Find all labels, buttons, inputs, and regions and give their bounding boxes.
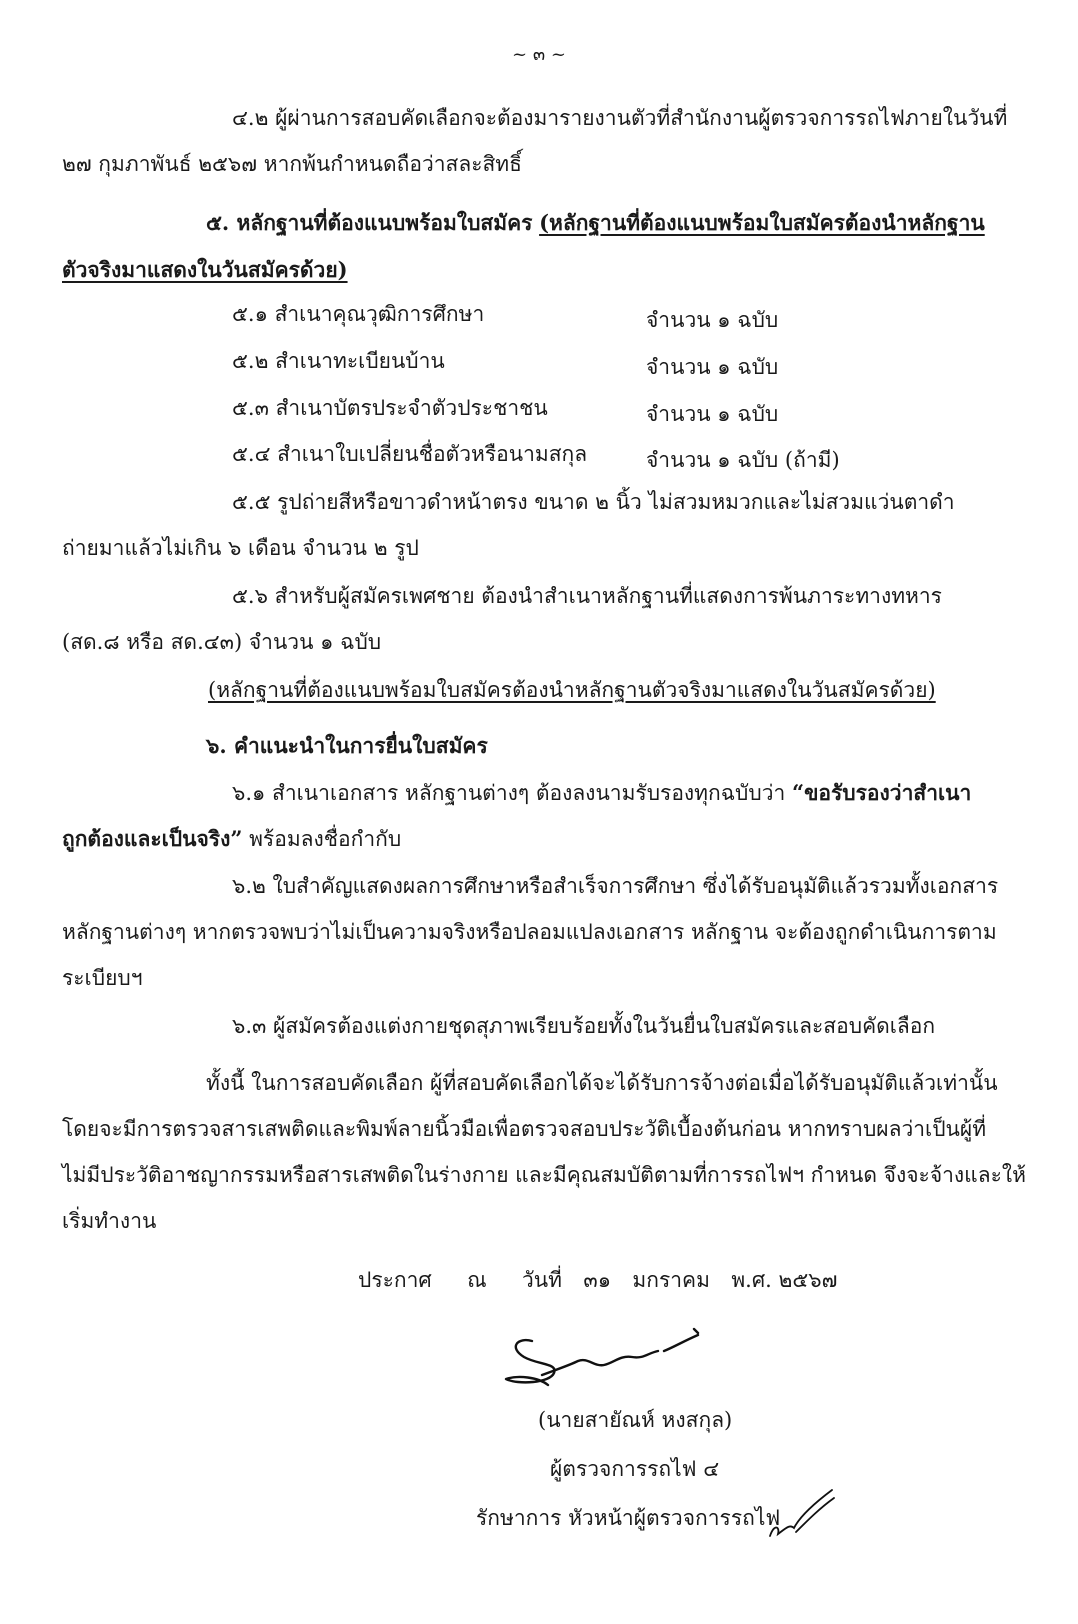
section-5-6-line-2: (สด.๘ หรือ สด.๔๓) จำนวน ๑ ฉบับ [62,630,382,654]
section-6-2-line-2: หลักฐานต่างๆ หากตรวจพบว่าไม่เป็นความจริงหรือปลอมแปลงเอกสาร หลักฐาน จะต้องถูกดำเนินการตาม [62,920,997,944]
item-quantity: จำนวน ๑ ฉบับ (ถ้ามี) [646,448,840,472]
section-6-1-text: ๖.๑ สำเนาเอกสาร หลักฐานต่างๆ ต้องลงนามรับรองทุกฉบับว่า [232,781,786,805]
section-5-heading-line [206,212,985,234]
item-quantity: จำนวน ๑ ฉบับ [646,308,779,332]
item-label: ๕.๒ สำเนาทะเบียนบ้าน [232,349,445,373]
list-item [232,351,445,372]
signature-image [498,1325,718,1405]
closing-line-2: โดยจะมีการตรวจสารเสพติดและพิมพ์ลายนิ้วมือเพื่อตรวจสอบประวัติเบื้องต้นก่อน หากทราบผลว่าเป็นผู้ที่ [62,1117,987,1141]
closing-line-4: เริ่มทำงาน [62,1209,157,1233]
list-item [232,304,484,325]
section-6-2-line-3: ระเบียบฯ [62,966,143,990]
item-label: ๕.๑ สำเนาคุณวุฒิการศึกษา [232,302,485,326]
section-4-2-line-1 [232,106,1008,130]
section-6-2-line-1: ๖.๒ ใบสำคัญแสดงผลการศึกษาหรือสำเร็จการศึกษา ซึ่งได้รับอนุมัติแล้วรวมทั้งเอกสาร [232,874,999,898]
list-item [232,398,548,419]
announce-era: พ.ศ. [731,1268,772,1292]
section-5-heading: ๕. หลักฐานที่ต้องแนบพร้อมใบสมัคร [206,210,533,235]
section-4-2-text-1: ๔.๒ ผู้ผ่านการสอบคัดเลือกจะต้องมารายงานตัวที่สำนักงานผู้ตรวจการรถไฟภายในวันที่ [232,106,1008,130]
section-6-heading: ๖. คำแนะนำในการยื่นใบสมัคร [206,733,488,758]
section-6-1-text-2: พร้อมลงชื่อกำกับ [249,827,402,851]
item-label: ๕.๓ สำเนาบัตรประจำตัวประชาชน [232,396,548,420]
signatory-name: (นายสายัณห์ หงสกุล) [538,1408,733,1432]
item-label: ๕.๔ สำเนาใบเปลี่ยนชื่อตัวหรือนามสกุล [232,442,588,466]
announce-date-label: วันที่ [521,1268,562,1292]
signatory-acting-title: รักษาการ หัวหน้าผู้ตรวจการรถไฟ [476,1506,781,1530]
section-4-2-line-2: ๒๗ กุมภาพันธ์ ๒๕๖๗ หากพ้นกำหนดถือว่าสละสิทธิ์ [62,152,522,176]
announce-year: ๒๕๖๗ [778,1268,838,1292]
section-5-6-line-1: ๕.๖ สำหรับผู้สมัครเพศชาย ต้องนำสำเนาหลักฐานที่แสดงการพ้นภาระทางทหาร [232,584,942,608]
section-5-note-part-2: ตัวจริงมาแสดงในวันสมัครด้วย) [62,257,348,282]
original-documents-reminder: (หลักฐานที่ต้องแนบพร้อมใบสมัครต้องนำหลักฐานตัวจริงมาแสดงในวันสมัครด้วย) [208,678,936,702]
announce-month: มกราคม [632,1268,710,1292]
section-6-1-line-2 [62,828,401,850]
initials-mark [760,1484,840,1544]
item-quantity: จำนวน ๑ ฉบับ [646,402,779,426]
section-5-note-part-1: (หลักฐานที่ต้องแนบพร้อมใบสมัครต้องนำหลักฐาน [539,210,985,235]
page-number: ~ ๓ ~ [512,44,566,65]
certification-phrase-part-2: ถูกต้องและเป็นจริง” [62,826,243,851]
section-5-5-line-1: ๕.๕ รูปถ่ายสีหรือขาวดำหน้าตรง ขนาด ๒ นิ้ว ไม่สวมหมวกและไม่สวมแว่นตาดำ [232,490,955,514]
closing-line-1: ทั้งนี้ ในการสอบคัดเลือก ผู้ที่สอบคัดเลือกได้จะได้รับการจ้างต่อเมื่อได้รับอนุมัติแล้วเท่านั้น [206,1071,998,1095]
signatory-position: ผู้ตรวจการรถไฟ ๔ [550,1457,720,1481]
announce-prefix: ประกาศ [358,1268,432,1292]
section-5-5-line-2: ถ่ายมาแล้วไม่เกิน ๖ เดือน จำนวน ๒ รูป [62,536,419,560]
item-quantity: จำนวน ๑ ฉบับ [646,355,779,379]
closing-line-3: ไม่มีประวัติอาชญากรรมหรือสารเสพติดในร่างกาย และมีคุณสมบัติตามที่การรถไฟฯ กำหนด จึงจะจ้างและให้ [62,1163,1026,1187]
announce-at: ณ [467,1268,487,1292]
announce-day: ๓๑ [583,1268,612,1292]
certification-phrase-part-1: “ขอรับรองว่าสำเนา [791,780,972,805]
announcement-date [358,1270,837,1291]
section-6-3: ๖.๓ ผู้สมัครต้องแต่งกายชุดสุภาพเรียบร้อยทั้งในวันยื่นใบสมัครและสอบคัดเลือก [232,1014,936,1038]
list-item [232,444,587,465]
section-6-1-line-1 [232,782,971,804]
